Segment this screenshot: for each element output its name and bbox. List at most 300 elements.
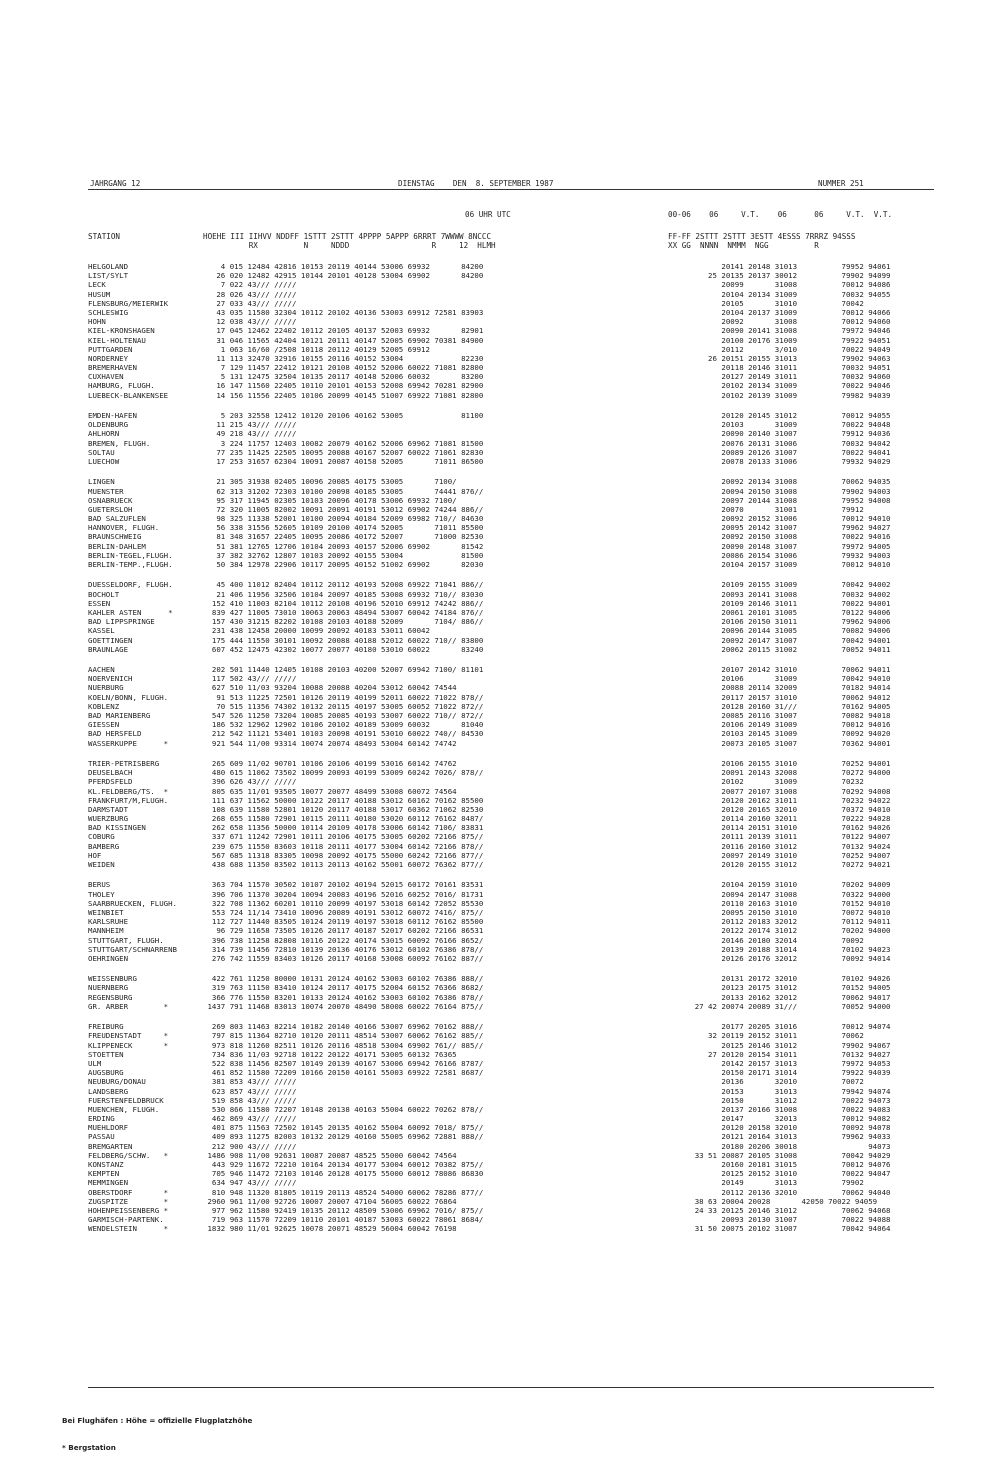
right-data-row: 33 51 20087 20105 31008 70042 94029 [668, 1150, 891, 1160]
main-data-row: 16 147 11560 22405 10110 20101 40153 52008 69942 70281 82900 [203, 381, 484, 391]
group-spacer [203, 748, 483, 759]
main-data-row: 26 020 12482 42915 10144 20101 40128 53004 69902 84200 [203, 271, 484, 281]
right-data-row: 20177 20205 31016 70012 94074 [668, 1022, 891, 1032]
right-data-row: 20117 20157 31010 70062 94012 [668, 692, 891, 702]
main-data-row: 157 430 31215 82202 10108 20103 40188 52009 7104/ 886// [203, 617, 484, 627]
right-data-row: 38 63 20004 20028 42050 70022 94059 [668, 1196, 878, 1206]
right-data-row: 20092 20150 31008 70022 94016 [668, 532, 891, 542]
main-data-row: 56 338 31556 52605 10109 20100 40174 52005 71011 85500 [203, 523, 484, 533]
station-name: MEMMINGEN [88, 1178, 129, 1188]
right-data-row: 20094 20147 31008 70322 94000 [668, 889, 891, 899]
station-name: OBERSTDORF * [88, 1187, 169, 1197]
right-observation-column [668, 262, 890, 1234]
right-data-row: 20131 20172 32010 70102 94026 [668, 974, 891, 984]
station-name: LIST/SYLT [88, 271, 129, 281]
group-spacer [88, 654, 177, 665]
station-name: AUGSBURG [88, 1068, 124, 1078]
right-data-row: 20104 20159 31010 70202 94009 [668, 880, 891, 890]
group-spacer [203, 869, 483, 880]
station-name: WEIDEN [88, 860, 115, 869]
station-name: HOHENPEISSENBERG * [88, 1205, 169, 1215]
main-data-row: 5 203 32558 12412 10120 20106 40162 53005 81100 [203, 411, 484, 420]
station-name: PASSAU [88, 1132, 115, 1142]
right-data-row: 20109 20155 31009 70042 94002 [668, 580, 891, 590]
main-data-row: 1437 791 11468 83013 10074 20070 48490 58008 60022 76164 875// [203, 1001, 484, 1011]
right-data-row: 20109 20146 31011 70022 94001 [668, 598, 891, 608]
main-data-row: 231 438 12458 20000 10099 20092 40183 53011 60042 [203, 626, 430, 636]
station-name: KOBLENZ [88, 701, 120, 711]
station-name: BAD KISSINGEN [88, 823, 146, 833]
right-data-row: 20100 20176 31009 79922 94051 [668, 335, 891, 345]
main-data-row: 96 729 11658 73505 10126 20117 40187 52017 60202 72166 86531 [203, 926, 484, 936]
station-name: WENDELSTEIN * [88, 1224, 169, 1234]
main-data-row: 276 742 11559 83403 10126 20117 40168 53008 60092 76162 887// [203, 953, 484, 963]
group-spacer [203, 963, 483, 974]
right-data-row: 20076 20131 31006 70032 94042 [668, 438, 891, 448]
group-spacer [668, 748, 890, 759]
right-data-row: 20085 20116 31007 70082 94018 [668, 711, 891, 720]
main-data-row: 3 224 11757 12403 10082 20079 40162 52006 69962 71081 81500 [203, 438, 484, 448]
main-data-row: 49 218 43/// ///// [203, 429, 297, 439]
group-spacer [88, 963, 177, 974]
right-data-row: 20096 20144 31005 70082 94006 [668, 626, 891, 636]
right-data-row: 20092 31008 70012 94060 [668, 317, 891, 327]
main-data-row: 921 544 11/00 93314 10074 20074 48493 53004 60142 74742 [203, 738, 457, 748]
station-name-column [88, 262, 177, 1234]
main-data-row: 21 305 31938 02405 10096 20085 40175 53005 7100/ [203, 477, 457, 487]
station-name: BREMEN, FLUGH. [88, 438, 151, 448]
main-data-row: 396 626 43/// ///// [203, 777, 297, 787]
right-data-row: 20092 20152 31006 70012 94010 [668, 514, 891, 524]
station-name: FUERSTENFELDBRUCK [88, 1095, 164, 1105]
station-name: BAD MARIENBERG [88, 711, 151, 720]
main-data-row: 95 317 11945 02305 10103 20096 40178 53006 69932 7100/ [203, 495, 457, 505]
group-spacer [203, 400, 483, 411]
station-name: FREUDENSTADT * [88, 1031, 169, 1041]
footnote-airport-height: Bei Flughäfen : Höhe = offizielle Flugplatzhöhe [62, 1416, 253, 1425]
station-name: THOLEY [88, 889, 115, 899]
main-data-row: 5 131 12475 32504 10135 20117 40148 52006 60032 83200 [203, 372, 484, 382]
station-name: LINGEN [88, 477, 115, 487]
group-spacer [668, 400, 890, 411]
main-data-row: 14 156 11556 22405 10106 20099 40145 51007 69922 71081 82800 [203, 390, 484, 400]
station-name: BOCHOLT [88, 589, 120, 599]
station-name: SAARBRUECKEN, FLUGH. [88, 898, 177, 908]
station-name: WEISSENBURG [88, 974, 137, 984]
station-name: HOF [88, 850, 102, 860]
station-name: BAMBERG [88, 841, 120, 851]
station-name: KLIPPENECK * [88, 1040, 169, 1050]
main-data-row: 314 739 11456 72810 10139 20136 40176 53012 60102 76386 878// [203, 944, 484, 954]
station-name: BERLIN-TEMP.,FLUGH. [88, 560, 173, 569]
station-name: BAD HERSFELD [88, 729, 142, 739]
station-name: SOLTAU [88, 447, 115, 457]
right-data-row: 20120 20162 31011 70232 94022 [668, 795, 891, 805]
right-data-row: 20095 20150 31010 70072 94010 [668, 907, 891, 917]
main-data-row: 28 026 43/// ///// [203, 289, 297, 299]
right-data-row: 20149 31013 79902 [668, 1178, 864, 1188]
main-data-row: 45 400 11012 82404 10112 20112 40193 52008 69922 71041 886// [203, 580, 484, 590]
main-column-header-1: HOEHE III IIHVV NDDFF 1STTT 2STTT 4PPPP 5APPP 6RRRT 7WWWW 8NCCC [203, 232, 492, 241]
right-data-row: 20106 20150 31011 79962 94006 [668, 617, 891, 627]
main-data-row: 553 724 11/14 73410 10096 20089 40191 53012 60072 7416/ 875// [203, 907, 484, 917]
right-data-row: 20112 3/010 70022 94049 [668, 344, 891, 354]
station-name: GOETTINGEN [88, 635, 133, 645]
group-spacer [88, 869, 177, 880]
right-data-row: 20146 20180 32014 70092 [668, 935, 864, 945]
main-column-header-2: RX N NDDD R 12 HLMH [203, 241, 496, 250]
main-data-row: 70 515 11356 74302 10132 20115 40197 53005 60052 71022 872// [203, 701, 484, 711]
right-data-row: 20097 20149 31010 70252 94007 [668, 850, 891, 860]
main-data-row: 11 113 32470 32916 10155 20116 40152 53004 82230 [203, 353, 484, 363]
main-data-row: 239 675 11550 83603 10118 20111 40177 53004 60142 72166 878// [203, 841, 484, 851]
main-data-row: 2960 961 11/00 92726 10007 20007 47104 56005 60022 76864 [203, 1196, 457, 1206]
station-name: HAMBURG, FLUGH. [88, 381, 155, 391]
station-name: PUTTGARDEN [88, 344, 133, 354]
main-data-row: 797 815 11364 82710 10120 20111 48514 53007 60062 76162 885// [203, 1031, 484, 1041]
station-name: LUECHOW [88, 456, 120, 466]
station-name: STOETTEN [88, 1049, 124, 1059]
main-data-row: 77 235 11425 22505 10095 20088 40167 52007 60022 71061 82830 [203, 447, 484, 457]
right-data-row: 20090 20148 31007 79972 94005 [668, 541, 891, 551]
right-data-row: 20150 31012 70022 94073 [668, 1095, 891, 1105]
right-data-row: 27 20120 20154 31011 70132 94027 [668, 1049, 891, 1059]
right-data-row: 20125 20152 31010 70022 94047 [668, 1169, 891, 1179]
station-name: BRAUNLAGE [88, 644, 129, 654]
right-data-row: 20147 32013 70012 94082 [668, 1114, 891, 1124]
main-data-row: 4 015 12484 42816 10153 20119 40144 53006 69932 84200 [203, 262, 484, 271]
station-name: CUXHAVEN [88, 372, 124, 382]
station-name: BAD SALZUFLEN [88, 514, 146, 524]
right-data-row: 20104 20157 31009 70012 94010 [668, 560, 891, 569]
right-data-row: 20102 31009 70232 [668, 777, 864, 787]
right-data-row: 20091 20143 32008 70272 94000 [668, 768, 891, 778]
right-data-row: 20112 20136 32010 70062 94040 [668, 1187, 891, 1197]
main-data-row: 265 609 11/02 90701 10106 20106 40199 53016 60142 74762 [203, 758, 457, 768]
group-spacer [203, 466, 483, 477]
station-name: STUTTGART/SCHNARRENB [88, 944, 177, 954]
main-data-row: 202 501 11440 12405 10108 20103 40200 52007 69942 7100/ 81101 [203, 665, 484, 675]
main-data-row: 409 893 11275 82003 10132 20129 40160 55005 69962 72881 888// [203, 1132, 484, 1142]
right-data-row: 20093 20130 31007 70022 94088 [668, 1215, 891, 1225]
right-data-row: 20106 20149 31009 70012 94016 [668, 720, 891, 730]
station-name: HUSUM [88, 289, 111, 299]
station-name: KONSTANZ [88, 1160, 124, 1169]
issue-number: NUMMER 251 [818, 179, 864, 188]
station-name: ERDING [88, 1114, 115, 1124]
main-data-row: 11 215 43/// ///// [203, 420, 297, 430]
station-name: DUESSELDORF, FLUGH. [88, 580, 173, 590]
main-data-row: 1486 908 11/00 92631 10087 20087 48525 55000 60042 74564 [203, 1150, 457, 1160]
station-name: REGENSBURG [88, 992, 133, 1002]
main-data-row: 186 532 12962 12902 10106 20102 40189 53009 60032 81040 [203, 720, 484, 730]
main-data-row: 627 510 11/03 93204 10088 20088 40204 53012 60042 74544 [203, 683, 457, 693]
right-data-row: 20088 20114 32009 70182 94014 [668, 683, 891, 693]
main-data-row: 461 852 11580 72209 10166 20150 40161 55003 69922 72581 8687/ [203, 1068, 484, 1078]
main-data-row: 98 325 11338 52001 10100 20094 40184 52009 69982 710// 84630 [203, 514, 484, 524]
main-data-row: 27 033 43/// ///// [203, 298, 297, 308]
main-data-row: 396 706 11370 30204 10094 20083 40196 52016 60252 7016/ 81731 [203, 889, 484, 899]
main-data-row: 268 655 11580 72901 10115 20111 40180 53020 60112 76162 8487/ [203, 814, 484, 824]
right-column-header-1: FF-FF 2STTT 2STTT 3ESTT 4ESSS 7RRRZ 94SSS [668, 232, 856, 241]
right-data-row: 20104 20134 31009 70032 94055 [668, 289, 891, 299]
station-name: HANNOVER, FLUGH. [88, 523, 160, 533]
station-name: BERLIN-TEGEL,FLUGH. [88, 550, 173, 560]
group-spacer [668, 654, 890, 665]
jahrgang-label: JAHRGANG 12 [90, 179, 141, 188]
right-data-row: 25 20135 20137 30012 79902 94099 [668, 271, 891, 281]
right-data-row: 20116 20160 31012 70132 94024 [668, 841, 891, 851]
station-column-header: STATION [88, 232, 121, 241]
main-data-row: 72 320 11005 82002 10091 20091 40191 53012 69902 74244 886// [203, 504, 484, 514]
main-data-row: 634 947 43/// ///// [203, 1178, 297, 1188]
right-data-row: 31 50 20075 20102 31007 70042 94064 [668, 1224, 891, 1234]
main-data-row: 401 875 11563 72502 10145 20135 40162 55004 60092 7018/ 875// [203, 1123, 484, 1133]
bottom-rule [88, 1387, 934, 1388]
right-data-row: 20092 20134 31008 70062 94035 [668, 477, 891, 487]
right-data-row: 20070 31001 79912 [668, 504, 864, 514]
main-data-row: 152 410 11003 82104 10112 20108 40196 52010 69912 74242 886// [203, 598, 484, 608]
main-data-row: 810 948 11320 81805 10119 20113 48524 54000 60062 78286 877// [203, 1187, 484, 1197]
group-spacer [88, 569, 177, 580]
station-name: BERUS [88, 880, 111, 890]
group-spacer [203, 1011, 483, 1022]
right-data-row: 20103 31009 70022 94048 [668, 420, 891, 430]
right-data-row: 20103 20145 31009 70092 94020 [668, 729, 891, 739]
right-data-row: 20111 20139 31011 70122 94007 [668, 832, 891, 842]
footnote-mountain-station: * Bergstation [62, 1443, 116, 1452]
main-data-row: 734 836 11/03 92718 10122 20122 40171 53005 60132 76365 [203, 1049, 457, 1059]
station-name: NOERVENICH [88, 674, 133, 684]
main-data-row: 31 046 11565 42404 10121 20111 40147 52005 69902 70381 84900 [203, 335, 484, 345]
station-name: ZUGSPITZE * [88, 1196, 169, 1206]
main-data-row: 977 962 11580 92419 10135 20112 48509 53006 69962 7016/ 875// [203, 1205, 484, 1215]
right-data-row: 26 20151 20155 31013 79902 94063 [668, 353, 891, 363]
station-name: GR. ARBER * [88, 1001, 169, 1011]
right-data-row: 20102 20134 31009 70022 94046 [668, 381, 891, 391]
station-name: WASSERKUPPE * [88, 738, 169, 748]
right-column-header-2: XX GG NNNN NMMM NGG R [668, 241, 819, 250]
right-data-row: 20125 20146 31012 79902 94067 [668, 1040, 891, 1050]
station-name: OLDENBURG [88, 420, 129, 430]
right-data-row: 20062 20115 31002 70052 94011 [668, 644, 891, 654]
main-data-row: 480 615 11062 73502 10099 20093 40199 53009 60242 7026/ 878// [203, 768, 484, 778]
main-data-row: 51 381 12765 12706 10104 20093 40157 52006 69902 81542 [203, 541, 484, 551]
station-name: NUERNBERG [88, 983, 129, 993]
group-spacer [88, 466, 177, 477]
utc-label-main: 06 UHR UTC [465, 210, 511, 219]
right-data-row: 20090 20140 31007 79912 94036 [668, 429, 891, 439]
right-data-row: 20073 20105 31007 70362 94001 [668, 738, 891, 748]
group-spacer [203, 654, 483, 665]
right-data-row: 20127 20149 31011 70032 94060 [668, 372, 891, 382]
station-name: PFERDSFELD [88, 777, 133, 787]
right-data-row: 20121 20164 31013 79962 94033 [668, 1132, 891, 1142]
main-data-row: 212 542 11121 53401 10103 20098 40191 53010 60022 740// 84530 [203, 729, 484, 739]
right-data-row: 20120 20145 31012 70012 94055 [668, 411, 891, 420]
station-name: BAD LIPPSPRINGE [88, 617, 155, 627]
station-name: MANNHEIM [88, 926, 124, 936]
right-data-row: 20106 20155 31010 70252 94001 [668, 758, 891, 768]
station-name: KIEL-HOLTENAU [88, 335, 146, 345]
station-name: EMDEN-HAFEN [88, 411, 137, 420]
right-data-row: 24 33 20125 20146 31012 70062 94068 [668, 1205, 891, 1215]
right-data-row: 20141 20148 31013 79952 94061 [668, 262, 891, 271]
right-data-row: 20137 20166 31008 70022 94083 [668, 1104, 891, 1114]
station-name: KIEL-KRONSHAGEN [88, 326, 155, 336]
main-data-row: 91 513 11225 72501 10126 20119 40199 52011 60022 71022 878// [203, 692, 484, 702]
main-data-row: 522 838 11456 82507 10149 20139 40167 53006 69942 76166 8787/ [203, 1058, 484, 1068]
group-spacer [88, 400, 177, 411]
main-data-row: 839 427 11005 73010 10063 20063 48494 53007 60042 74184 876// [203, 607, 484, 617]
right-data-row: 20133 20162 32012 70062 94017 [668, 992, 891, 1002]
right-data-row: 20120 20155 31012 70272 94021 [668, 860, 891, 869]
main-data-row: 62 313 31202 72303 10100 20098 40185 53005 74441 876// [203, 486, 484, 496]
main-data-row: 43 035 11580 32304 10112 20102 40136 53003 69912 72581 83903 [203, 307, 484, 317]
right-data-row: 20092 20147 31007 70042 94001 [668, 635, 891, 645]
station-name: MUENCHEN, FLUGH. [88, 1104, 160, 1114]
main-data-row: 547 526 11250 73204 10085 20085 40193 53007 60022 710// 872// [203, 711, 484, 720]
station-name: GIESSEN [88, 720, 120, 730]
main-data-row: 1832 980 11/01 92625 10078 20071 48529 56004 60042 76198 [203, 1224, 457, 1234]
station-name: COBURG [88, 832, 115, 842]
right-data-row: 20090 20141 31008 79972 94046 [668, 326, 891, 336]
station-name: KEMPTEN [88, 1169, 120, 1179]
main-data-row: 719 963 11570 72209 10110 20101 40187 53003 60022 78061 8684/ [203, 1215, 484, 1225]
station-name: HELGOLAND [88, 262, 129, 271]
group-spacer [203, 569, 483, 580]
station-name: STUTTGART, FLUGH. [88, 935, 164, 945]
main-data-row: 519 858 43/// ///// [203, 1095, 297, 1105]
station-name: LANDSBERG [88, 1086, 129, 1096]
group-spacer [668, 466, 890, 477]
right-data-row: 27 42 20074 20089 31/// 70052 94000 [668, 1001, 891, 1011]
main-observation-column [203, 262, 483, 1234]
main-data-row: 363 704 11570 30502 10107 20102 40194 52015 60172 70161 83531 [203, 880, 484, 890]
station-name: FELDBERG/SCHW. * [88, 1150, 169, 1160]
station-name: SCHLESWIG [88, 307, 129, 317]
station-name: BRAUNSCHWEIG [88, 532, 142, 542]
station-name: MUENSTER [88, 486, 124, 496]
right-data-row: 20122 20174 31012 70202 94000 [668, 926, 891, 936]
main-data-row: 366 776 11550 83201 10133 20124 40162 53003 60102 76386 878// [203, 992, 484, 1002]
station-name: LECK [88, 280, 106, 290]
station-name: NEUBURG/DONAU [88, 1077, 146, 1087]
main-data-row: 381 853 43/// ///// [203, 1077, 297, 1087]
right-data-row: 20078 20133 31006 79932 94029 [668, 456, 891, 466]
main-data-row: 17 253 31657 62304 10091 20087 40158 52005 71011 86500 [203, 456, 484, 466]
station-name: KAHLER ASTEN * [88, 607, 173, 617]
group-spacer [88, 748, 177, 759]
station-name: FRANKFURT/M,FLUGH. [88, 795, 169, 805]
main-data-row: 443 929 11672 72210 10164 20134 40177 53004 60012 70382 875// [203, 1160, 484, 1169]
right-data-row: 20160 20181 31015 70012 94076 [668, 1160, 891, 1169]
right-data-row: 20105 31010 70042 [668, 298, 864, 308]
footnotes [62, 1398, 252, 1470]
station-name: LUEBECK-BLANKENSEE [88, 390, 169, 400]
right-data-row: 20139 20188 31014 70102 94023 [668, 944, 891, 954]
main-data-row: 17 045 12462 22402 10112 20105 40137 52003 69932 82901 [203, 326, 484, 336]
group-spacer [668, 1011, 890, 1022]
main-data-row: 175 444 11550 30101 10092 20088 40188 52012 60022 710// 83800 [203, 635, 484, 645]
group-spacer [668, 869, 890, 880]
right-data-row: 20126 20176 32012 70092 94014 [668, 953, 891, 963]
main-data-row: 607 452 12475 42302 10077 20077 40180 53010 60022 83240 [203, 644, 484, 654]
main-data-row: 567 685 11318 83305 10098 20092 40175 55000 60242 72166 877// [203, 850, 484, 860]
station-name: DARMSTADT [88, 804, 129, 814]
utc-label-right: 00-06 06 V.T. 06 06 V.T. V.T. [668, 210, 893, 219]
main-data-row: 438 688 11350 83502 10113 20113 40162 55001 60072 76362 877// [203, 860, 484, 869]
right-data-row: 20086 20154 31006 79932 94003 [668, 550, 891, 560]
right-data-row: 20094 20150 31008 79902 94003 [668, 486, 891, 496]
main-data-row: 269 803 11463 82214 10182 20140 40166 53007 69962 70162 888// [203, 1022, 484, 1032]
right-data-row: 20120 20158 32010 70092 94078 [668, 1123, 891, 1133]
right-data-row: 20142 20157 31013 79972 94053 [668, 1058, 891, 1068]
date-label: DIENSTAG DEN 8. SEPTEMBER 1987 [398, 179, 554, 188]
main-data-row: 111 637 11562 50000 10122 20117 40188 53012 60162 70162 85500 [203, 795, 484, 805]
main-data-row: 705 946 11472 72103 10146 20128 40175 55000 60012 78086 86830 [203, 1169, 484, 1179]
station-name: KL.FELDBERG/TS. * [88, 786, 169, 796]
right-data-row: 20099 31008 70012 94086 [668, 280, 891, 290]
station-name: BREMGARTEN [88, 1141, 133, 1151]
station-name: AACHEN [88, 665, 115, 675]
right-data-row: 20112 20183 32012 70112 94011 [668, 917, 891, 927]
main-data-row: 422 761 11250 80000 10131 20124 40162 53003 60102 76386 888// [203, 974, 484, 984]
group-spacer [668, 569, 890, 580]
right-data-row: 20097 20144 31008 79952 94008 [668, 495, 891, 505]
station-name: GARMISCH-PARTENK. [88, 1215, 164, 1225]
right-data-row: 20104 20137 31009 70012 94066 [668, 307, 891, 317]
group-spacer [668, 963, 890, 974]
right-data-row: 20136 32010 70072 [668, 1077, 864, 1087]
station-name: HOHN [88, 317, 106, 327]
right-data-row: 20077 20107 31008 70292 94008 [668, 786, 891, 796]
station-name: ULM [88, 1058, 102, 1068]
right-data-row: 20110 20163 31010 70152 94010 [668, 898, 891, 908]
right-data-row: 20114 20160 32011 70222 94028 [668, 814, 891, 824]
station-name: OSNABRUECK [88, 495, 133, 505]
station-name: FREIBURG [88, 1022, 124, 1032]
station-name: NUERBURG [88, 683, 124, 693]
right-data-row: 20153 31013 79942 94074 [668, 1086, 891, 1096]
right-data-row: 20150 20171 31014 79922 94039 [668, 1068, 891, 1078]
header-rule [88, 189, 934, 190]
right-data-row: 20093 20141 31008 70032 94002 [668, 589, 891, 599]
main-data-row: 262 658 11356 50000 10114 20109 40178 53006 60142 7106/ 83831 [203, 823, 484, 833]
station-name: DEUSELBACH [88, 768, 133, 778]
station-name: BERLIN-DAHLEM [88, 541, 146, 551]
main-data-row: 337 671 11242 72901 10111 20106 40175 53005 60202 72166 875// [203, 832, 484, 842]
station-name: WEINBIET [88, 907, 124, 917]
main-data-row: 21 406 11956 32506 10104 20097 40185 53008 69932 710// 83030 [203, 589, 484, 599]
main-data-row: 37 382 32762 12807 10103 20092 40155 53004 81500 [203, 550, 484, 560]
main-data-row: 322 708 11362 60201 10110 20099 40197 53018 60142 72052 85530 [203, 898, 484, 908]
main-data-row: 81 348 31657 22405 10095 20086 40172 52007 71000 82530 [203, 532, 484, 542]
main-data-row: 117 502 43/// ///// [203, 674, 297, 684]
main-data-row: 7 129 11457 22412 10121 20108 40152 52006 60022 71081 82800 [203, 363, 484, 373]
station-name: OEHRINGEN [88, 953, 129, 963]
main-data-row: 462 869 43/// ///// [203, 1114, 297, 1124]
station-name: KOELN/BONN, FLUGH. [88, 692, 169, 702]
right-data-row: 20128 20160 31/// 70162 94005 [668, 701, 891, 711]
main-data-row: 112 727 11440 83505 10124 20119 40197 53018 60112 76162 85500 [203, 917, 484, 927]
right-data-row: 20061 20101 31005 70122 94006 [668, 607, 891, 617]
main-data-row: 319 763 11150 83410 10124 20117 40175 52004 60152 76366 8682/ [203, 983, 484, 993]
main-data-row: 805 635 11/01 93505 10077 20077 48499 53008 60072 74564 [203, 786, 457, 796]
station-name: GUETERSLOH [88, 504, 133, 514]
right-data-row: 20123 20175 31012 70152 94005 [668, 983, 891, 993]
station-name: ESSEN [88, 598, 111, 608]
